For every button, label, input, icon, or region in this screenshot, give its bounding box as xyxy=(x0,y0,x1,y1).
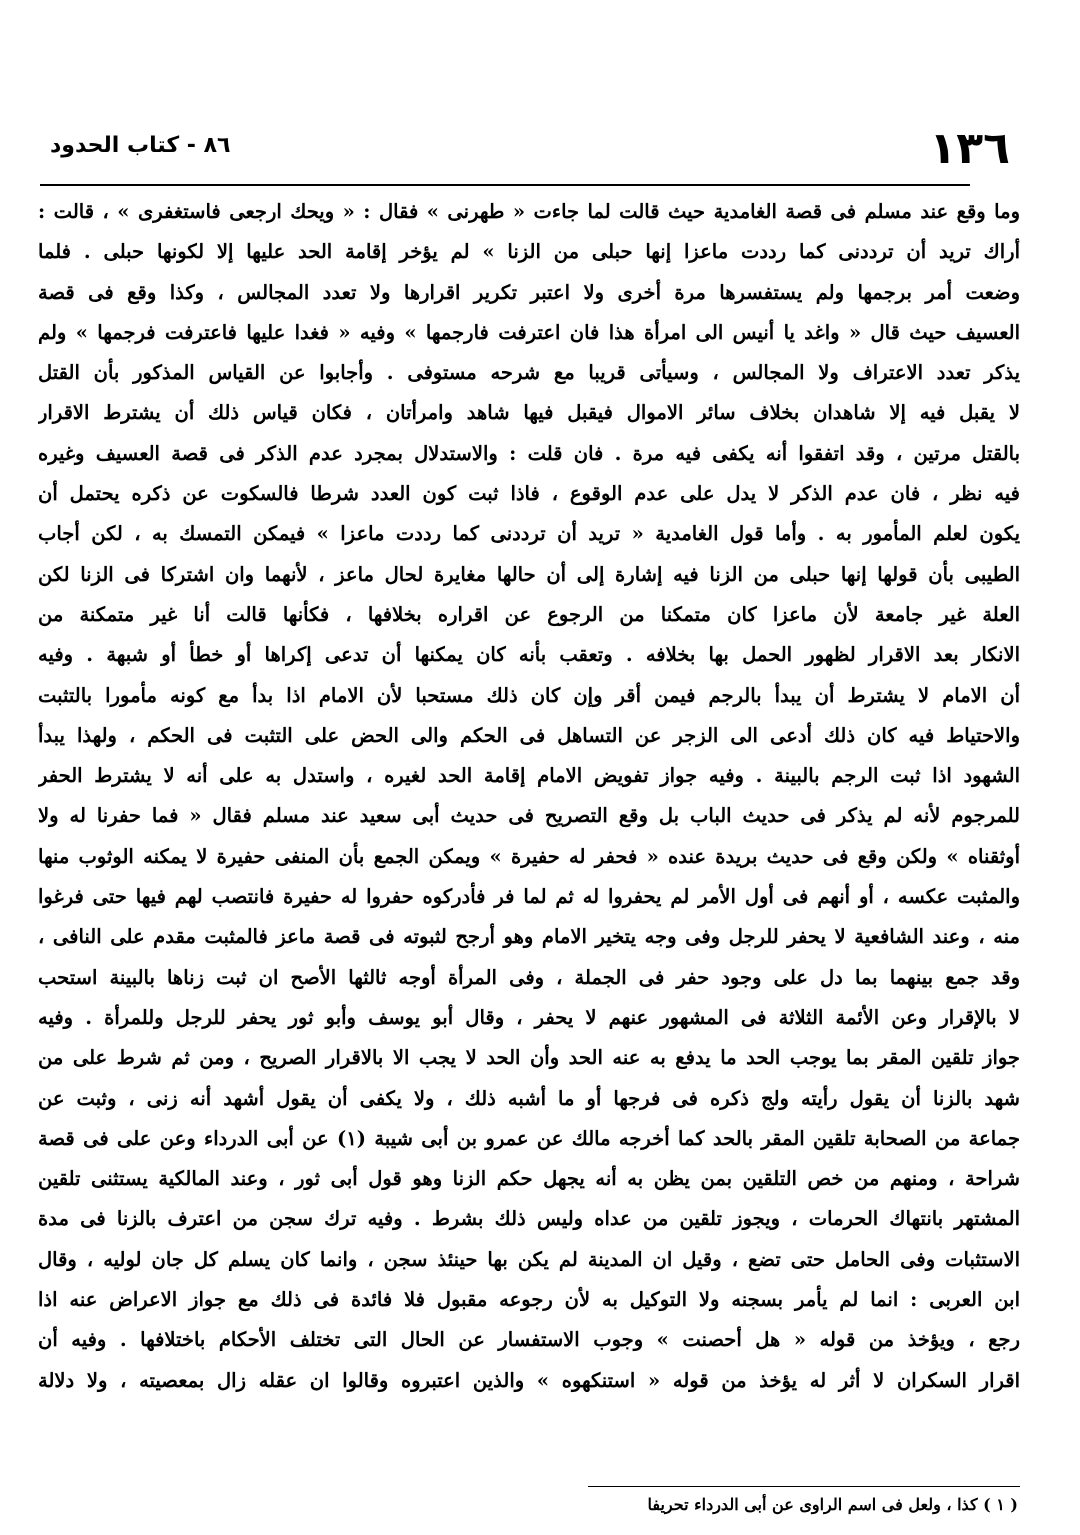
text-line: الطيبى بأن قولها إنها حبلى من الزنا فيه إشارة إلى أن حالها مغايرة لحال ماعز ، لأنهما وان اشتركا فى الزنا لكن xyxy=(38,562,1020,586)
text-line: يذكر تعدد الاعتراف ولا المجالس ، وسيأتى قريبا مع شرحه مستوفى . وأجابوا عن القياس المذكور بأن القتل xyxy=(38,361,1020,385)
text-line: فيه نظر ، فان عدم الذكر لا يدل على عدم الوقوع ، فاذا ثبت كون العدد شرطا فالسكوت عن ذكره يحتمل أن xyxy=(38,482,1020,506)
main-text xyxy=(38,192,1020,1472)
text-line: أراك تريد أن ترددنى كما رددت ماعزا إنها حبلى من الزنا » لم يؤخر إقامة الحد عليها إلا لكونها حبلى . فلما xyxy=(38,240,1020,264)
text-line: شهد بالزنا أن يقول رأيته ولج ذكره فى فرجها أو ما أشبه ذلك ، ولا يكفى أن يقول أشهد أنه زنى ، وثبت عن xyxy=(38,1086,1020,1110)
text-line: جواز تلقين المقر بما يوجب الحد ما يدفع به عنه الحد وأن الحد لا يجب الا بالاقرار الصريح ، ومن ثم شرط على من xyxy=(38,1046,1020,1070)
text-line: منه ، وعند الشافعية لا يحفر للرجل وفى وجه يتخير الامام وهو أرجح لثبوته فى قصة ماعز فالمثبت مقدم على النافى ، xyxy=(38,925,1020,949)
running-title: ٨٦ - كتاب الحدود xyxy=(50,133,231,158)
text-line: شراحة ، ومنهم من خص التلقين بمن يظن به أنه يجهل حكم الزنا وهو قول أبى ثور ، وعند المالكية يستثنى تلقين xyxy=(38,1167,1020,1191)
text-line: ابن العربى : انما لم يأمر بسجنه ولا التوكيل به لأن رجوعه مقبول فلا فائدة فى ذلك مع جواز الاعراض عنه اذا xyxy=(38,1288,1020,1312)
text-line: العلة غير جامعة لأن ماعزا كان متمكنا من الرجوع عن اقراره بخلافها ، فكأنها قالت أنا غير متمكنة من xyxy=(38,602,1020,626)
text-line: جماعة من الصحابة تلقين المقر بالحد كما أخرجه مالك عن عمرو بن أبى شيبة (١) عن أبى الدرداء وعن على فى قصة xyxy=(38,1126,1020,1150)
text-line: أوثقناه » ولكن وقع فى حديث بريدة عنده « فحفر له حفيرة » ويمكن الجمع بأن المنفى حفيرة لا يمكنه الوثوب منها xyxy=(38,844,1020,868)
text-line: الاستثبات وفى الحامل حتى تضع ، وقيل ان المدينة لم يكن بها حينئذ سجن ، وانما كان يسلم كل جان لوليه ، وقال xyxy=(38,1247,1020,1271)
header-rule xyxy=(40,184,970,186)
text-line: العسيف حيث قال « واغد يا أنيس الى امرأة هذا فان اعترفت فارجمها » وفيه « فغدا عليها فاعترفت فرجمها » ولم xyxy=(38,320,1020,344)
text-line: والاحتياط فيه كان ذلك أدعى الى الزجر عن التساهل فى الحكم والى الحض على التثبت فى الحكم ، ولهذا يبدأ xyxy=(38,723,1020,747)
text-line: بالقتل مرتين ، وقد اتفقوا أنه يكفى فيه مرة . فان قلت : والاستدلال بمجرد عدم الذكر فى قصة العسيف وغيره xyxy=(38,441,1020,465)
text-line: أن الامام لا يشترط أن يبدأ بالرجم فيمن أقر وإن كان ذلك مستحبا لأن الامام اذا بدأ مع كونه مأمورا بالتثبت xyxy=(38,683,1020,707)
text-line: الشهود اذا ثبت الرجم بالبينة . وفيه جواز تفويض الامام إقامة الحد لغيره ، واستدل به على أنه لا يشترط الحفر xyxy=(38,764,1020,788)
text-line: المشتهر بانتهاك الحرمات ، ويجوز تلقين من عداه وليس ذلك بشرط . وفيه ترك سجن من اعترف بالزنا فى مدة xyxy=(38,1207,1020,1231)
text-line: لا بالإقرار وعن الأئمة الثلاثة فى المشهور عنهم لا يحفر ، وقال أبو يوسف وأبو ثور يحفر للرجل وللمرأة . وفيه xyxy=(38,1005,1020,1029)
text-line: الانكار بعد الاقرار لظهور الحمل بها بخلافه . وتعقب بأنه كان يمكنها أن تدعى إكراها أو خطأ أو شبهة . وفيه xyxy=(38,643,1020,667)
text-line: والمثبت عكسه ، أو أنهم فى أول الأمر لم يحفروا له ثم لما فر فأدركوه حفروا له حفيرة فانتصب لهم فيها حتى فرغوا xyxy=(38,885,1020,909)
text-line: وضعت أمر برجمها ولم يستفسرها مرة أخرى ولا اعتبر تكرير اقرارها ولا تعدد المجالس ، وكذا وقع فى قصة xyxy=(38,280,1020,304)
text-line: وما وقع عند مسلم فى قصة الغامدية حيث قالت لما جاءت « طهرنى » فقال : « ويحك ارجعى فاستغفرى » ، قالت : xyxy=(38,200,1020,223)
footnote: ( ١ ) كذا ، ولعل فى اسم الراوى عن أبى الدرداء تحريفا xyxy=(647,1495,1018,1514)
text-line: وقد جمع بينهما بما دل على وجود حفر فى الجملة ، وفى المرأة أوجه ثالثها الأصح ان ثبت زناها بالبينة استحب xyxy=(38,965,1020,989)
text-line: لا يقبل فيه إلا شاهدان بخلاف سائر الاموال فيقبل فيها شاهد وامرأتان ، فكان قياس ذلك أن يشترط الاقرار xyxy=(38,401,1020,425)
text-line: اقرار السكران لا أثر له يؤخذ من قوله « استنكهوه » والذين اعتبروه وقالوا ان عقله زال بمعصيته ، ولا دلالة xyxy=(38,1368,1020,1392)
text-line: للمرجوم لأنه لم يذكر فى حديث الباب بل وقع التصريح فى حديث أبى سعيد عند مسلم فقال « فما حفرنا له ولا xyxy=(38,804,1020,828)
page-number: ١٣٦ xyxy=(929,123,1010,174)
footnote-rule xyxy=(588,1486,1020,1487)
page-header xyxy=(40,125,1020,185)
text-line: يكون لعلم المأمور به . وأما قول الغامدية « تريد أن ترددنى كما رددت ماعزا » فيمكن التمسك به ، لكن أجاب xyxy=(38,522,1020,546)
text-line: رجع ، ويؤخذ من قوله « هل أحصنت » وجوب الاستفسار عن الحال التى تختلف الأحكام باختلافها . وفيه أن xyxy=(38,1328,1020,1352)
